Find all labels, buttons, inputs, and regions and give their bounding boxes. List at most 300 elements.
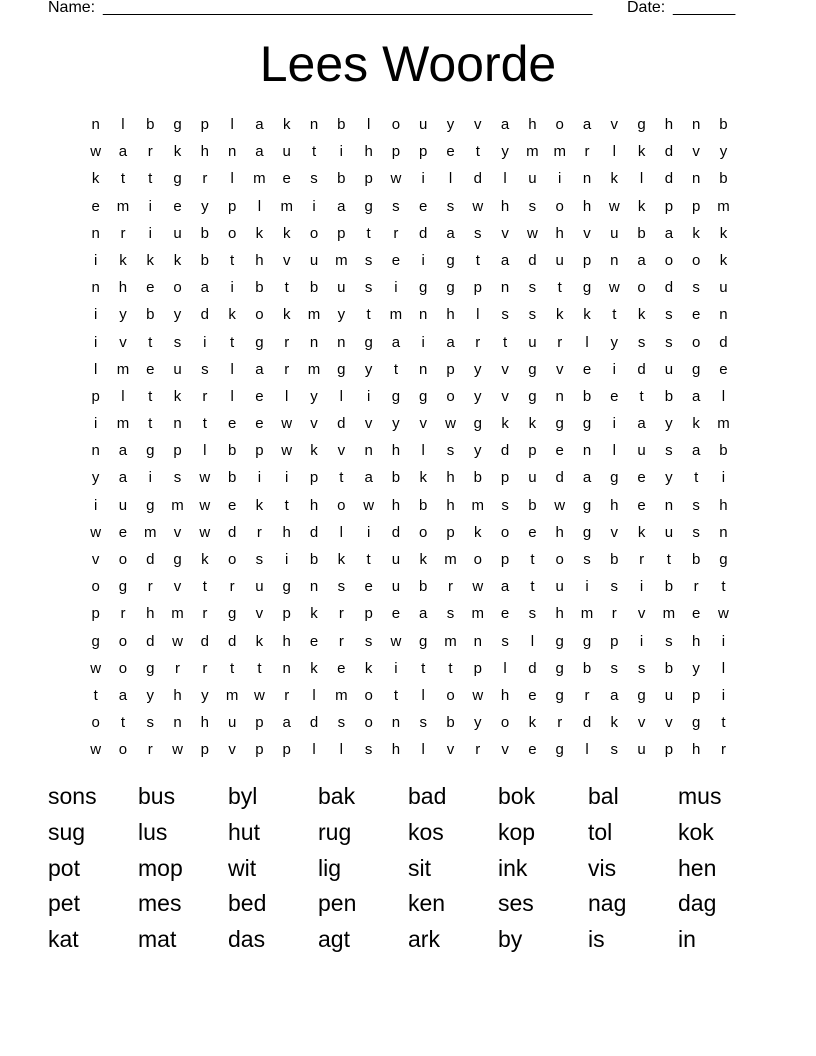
grid-letter: u: [391, 551, 401, 568]
grid-letter: s: [637, 659, 646, 677]
word-list-item: bal: [588, 783, 619, 809]
grid-letter: i: [421, 170, 425, 188]
grid-letter: k: [310, 442, 318, 460]
grid-letter: t: [721, 714, 726, 732]
grid-letter: s: [665, 442, 673, 460]
grid-letter: h: [692, 741, 701, 759]
grid-letter: w: [281, 415, 293, 433]
grid-letter: l: [230, 170, 234, 188]
word-list-item: hen: [678, 854, 717, 881]
page-title: Lees Woorde: [259, 36, 557, 92]
grid-letter: u: [637, 741, 646, 759]
grid-letter: w: [199, 496, 211, 514]
grid-letter: h: [500, 197, 510, 215]
grid-letter: o: [118, 551, 128, 568]
grid-letter: p: [255, 714, 264, 732]
grid-letter: i: [257, 469, 262, 487]
grid-letter: a: [118, 469, 128, 487]
grid-letter: i: [394, 279, 398, 297]
grid-letter: e: [555, 442, 564, 460]
grid-letter: e: [227, 415, 237, 433]
grid-letter: s: [255, 551, 264, 568]
grid-letter: t: [721, 578, 726, 596]
grid-letter: n: [337, 333, 346, 351]
word-list-item: hut: [228, 818, 260, 845]
grid-letter: e: [391, 605, 401, 623]
word-list-item: dag: [678, 890, 717, 917]
word-list-item: rug: [318, 818, 352, 845]
grid-letter: u: [255, 578, 264, 596]
grid-letter: s: [146, 714, 154, 732]
grid-letter: s: [173, 333, 182, 351]
grid-letter: t: [612, 306, 617, 324]
grid-letter: l: [421, 741, 425, 759]
grid-letter: m: [444, 551, 457, 568]
grid-letter: n: [719, 523, 728, 541]
grid-letter: p: [200, 741, 209, 759]
grid-letter: v: [501, 360, 509, 378]
grid-letter: s: [610, 741, 619, 759]
grid-letter: k: [201, 551, 209, 568]
grid-letter: t: [148, 415, 153, 433]
grid-letter: p: [91, 387, 100, 405]
grid-letter: r: [284, 686, 290, 704]
grid-letter: v: [91, 551, 100, 568]
grid-letter: p: [364, 605, 373, 623]
word-list-item: sug: [48, 818, 86, 845]
grid-letter: p: [255, 442, 264, 460]
word-list-item: bok: [498, 783, 536, 809]
grid-letter: d: [227, 523, 237, 541]
grid-letter: y: [91, 469, 100, 487]
grid-letter: t: [666, 551, 671, 568]
grid-letter: o: [337, 496, 346, 514]
grid-letter: s: [528, 605, 537, 623]
grid-letter: k: [119, 251, 127, 269]
grid-letter: m: [171, 496, 184, 514]
grid-letter: i: [148, 224, 152, 242]
grid-letter: k: [419, 469, 427, 487]
grid-letter: v: [583, 224, 591, 242]
grid-letter: o: [227, 551, 237, 568]
grid-letter: o: [118, 632, 128, 650]
grid-letter: g: [255, 333, 264, 351]
grid-letter: k: [637, 523, 646, 541]
grid-letter: d: [391, 523, 401, 541]
grid-letter: k: [255, 632, 264, 650]
grid-letter: d: [637, 360, 646, 378]
grid-letter: s: [665, 306, 673, 324]
grid-letter: k: [173, 143, 182, 161]
grid-letter: e: [528, 523, 537, 541]
grid-letter: u: [528, 469, 537, 487]
grid-letter: n: [719, 306, 728, 324]
grid-letter: u: [664, 686, 674, 704]
grid-letter: y: [337, 306, 346, 324]
grid-letter: k: [419, 551, 427, 568]
grid-letter: n: [91, 279, 100, 297]
grid-letter: u: [337, 279, 346, 297]
grid-letter: k: [474, 523, 482, 541]
grid-letter: r: [720, 741, 726, 759]
grid-letter: a: [118, 686, 128, 704]
grid-letter: p: [391, 143, 401, 161]
grid-letter: d: [146, 551, 155, 568]
grid-letter: m: [116, 360, 130, 378]
grid-letter: i: [285, 551, 289, 568]
word-list-item: kat: [48, 926, 79, 953]
grid-letter: o: [664, 251, 674, 269]
grid-letter: g: [555, 659, 564, 677]
grid-letter: g: [582, 632, 592, 650]
word-list-item: sit: [408, 854, 431, 881]
grid-letter: k: [528, 415, 537, 433]
grid-letter: n: [664, 496, 674, 514]
grid-letter: y: [364, 360, 373, 378]
grid-letter: n: [309, 116, 319, 133]
grid-letter: t: [366, 551, 371, 568]
grid-letter: y: [665, 415, 673, 433]
grid-letter: a: [637, 415, 646, 433]
word-list-item: is: [588, 926, 605, 953]
word-list-item: mop: [138, 854, 183, 881]
grid-letter: o: [118, 659, 128, 677]
grid-letter: s: [665, 632, 673, 650]
grid-letter: t: [393, 686, 398, 704]
grid-letter: w: [472, 578, 484, 596]
word-list-item: ses: [498, 890, 534, 917]
grid-letter: s: [310, 170, 318, 188]
grid-letter: g: [364, 333, 373, 351]
grid-letter: e: [227, 496, 237, 514]
grid-letter: p: [500, 551, 510, 568]
grid-letter: d: [227, 632, 237, 650]
grid-letter: g: [419, 632, 428, 650]
grid-letter: t: [421, 659, 426, 677]
grid-letter: h: [446, 306, 455, 324]
grid-letter: i: [203, 333, 207, 351]
grid-letter: g: [692, 360, 701, 378]
grid-letter: p: [692, 197, 701, 215]
grid-letter: s: [446, 197, 455, 215]
grid-letter: e: [118, 523, 128, 541]
grid-letter: r: [202, 170, 208, 188]
grid-letter: l: [312, 741, 316, 759]
grid-letter: p: [282, 741, 291, 759]
grid-letter: g: [555, 415, 564, 433]
header-line: [0, 0, 816, 20]
grid-letter: t: [694, 469, 699, 487]
grid-letter: l: [230, 360, 234, 378]
grid-letter: y: [446, 116, 455, 133]
grid-letter: v: [255, 605, 264, 623]
grid-letter: t: [120, 170, 126, 188]
grid-letter: p: [446, 360, 455, 378]
word-list-item: bed: [228, 890, 267, 917]
grid-letter: n: [473, 632, 482, 650]
grid-letter: w: [199, 523, 211, 541]
grid-letter: b: [719, 442, 728, 460]
grid-letter: b: [419, 578, 428, 596]
word-list-item: nag: [588, 890, 627, 917]
grid-letter: b: [692, 551, 701, 568]
grid-letter: y: [310, 387, 318, 405]
grid-letter: m: [526, 143, 539, 161]
grid-letter: h: [146, 605, 155, 623]
grid-letter: n: [282, 659, 291, 677]
grid-letter: o: [309, 224, 319, 242]
grid-letter: l: [530, 632, 535, 650]
grid-letter: k: [583, 306, 591, 324]
grid-letter: g: [473, 415, 482, 433]
grid-letter: s: [364, 279, 373, 297]
grid-letter: i: [339, 143, 343, 161]
grid-letter: i: [721, 469, 726, 487]
grid-letter: t: [339, 469, 344, 487]
grid-letter: y: [146, 686, 154, 704]
grid-letter: k: [337, 551, 346, 568]
grid-letter: b: [146, 116, 155, 133]
grid-letter: v: [310, 415, 318, 433]
grid-letter: k: [310, 605, 318, 623]
grid-letter: u: [227, 714, 237, 732]
grid-letter: t: [202, 415, 207, 433]
grid-letter: m: [389, 306, 403, 324]
grid-letter: i: [639, 578, 644, 596]
grid-letter: b: [582, 659, 592, 677]
grid-letter: k: [228, 306, 236, 324]
grid-letter: l: [721, 387, 726, 405]
grid-letter: r: [229, 578, 235, 596]
grid-letter: h: [255, 251, 264, 269]
grid-letter: k: [692, 415, 700, 433]
grid-letter: y: [474, 387, 482, 405]
grid-letter: h: [610, 496, 619, 514]
grid-letter: s: [501, 496, 509, 514]
grid-letter: r: [175, 659, 181, 677]
grid-letter: g: [610, 469, 619, 487]
grid-letter: k: [719, 224, 728, 242]
grid-letter: m: [717, 415, 730, 433]
word-list-item: bus: [138, 783, 176, 809]
grid-letter: m: [143, 523, 157, 541]
grid-letter: t: [230, 333, 235, 351]
grid-letter: o: [391, 116, 401, 133]
grid-letter: t: [366, 306, 371, 324]
grid-letter: m: [335, 686, 348, 704]
word-list-item: wit: [228, 854, 257, 881]
grid-letter: o: [364, 686, 373, 704]
grid-letter: k: [91, 170, 100, 188]
grid-letter: g: [391, 387, 401, 405]
grid-letter: k: [501, 415, 509, 433]
grid-letter: y: [201, 197, 209, 215]
grid-letter: m: [471, 605, 485, 623]
grid-letter: e: [500, 605, 510, 623]
grid-letter: u: [528, 333, 537, 351]
grid-letter: n: [692, 170, 701, 188]
grid-letter: n: [419, 306, 428, 324]
grid-letter: e: [173, 197, 182, 215]
grid-letter: d: [664, 279, 674, 297]
grid-letter: g: [528, 360, 537, 378]
grid-letter: n: [500, 279, 510, 297]
grid-letter: b: [146, 306, 155, 324]
grid-letter: o: [473, 551, 482, 568]
grid-letter: s: [528, 279, 537, 297]
grid-letter: p: [692, 686, 701, 704]
grid-letter: o: [118, 741, 128, 759]
grid-letter: a: [364, 469, 373, 487]
grid-letter: n: [173, 415, 182, 433]
grid-letter: r: [584, 686, 590, 704]
grid-letter: r: [202, 387, 208, 405]
grid-letter: g: [419, 387, 428, 405]
grid-letter: v: [665, 714, 673, 732]
grid-letter: y: [173, 306, 182, 324]
grid-letter: t: [448, 659, 453, 677]
grid-letter: g: [146, 659, 155, 677]
grid-letter: l: [285, 387, 289, 405]
grid-letter: e: [146, 279, 155, 297]
grid-letter: t: [475, 143, 480, 161]
grid-letter: s: [446, 442, 455, 460]
grid-letter: g: [91, 632, 100, 650]
grid-letter: r: [120, 605, 126, 623]
grid-letter: a: [500, 251, 510, 269]
grid-letter: a: [419, 605, 428, 623]
grid-letter: k: [282, 224, 291, 242]
grid-letter: m: [471, 496, 485, 514]
grid-letter: y: [474, 442, 482, 460]
grid-letter: b: [200, 224, 209, 242]
grid-letter: y: [719, 143, 728, 161]
word-list-item: kok: [678, 818, 714, 845]
word-list-item: agt: [318, 926, 350, 953]
grid-letter: v: [501, 387, 509, 405]
grid-letter: u: [528, 170, 537, 188]
grid-letter: i: [612, 415, 616, 433]
word-list: [48, 781, 768, 960]
date-blank-line: _______: [673, 0, 736, 16]
grid-letter: r: [147, 143, 153, 161]
grid-letter: v: [419, 415, 427, 433]
grid-letter: e: [692, 306, 701, 324]
grid-letter: s: [583, 551, 591, 568]
grid-letter: e: [582, 360, 592, 378]
grid-letter: i: [585, 578, 589, 596]
grid-letter: o: [419, 523, 428, 541]
grid-letter: p: [337, 224, 346, 242]
grid-letter: p: [173, 442, 182, 460]
grid-letter: m: [225, 686, 239, 704]
grid-letter: h: [391, 741, 401, 759]
grid-letter: k: [255, 496, 264, 514]
grid-letter: a: [692, 442, 701, 460]
grid-letter: b: [664, 387, 674, 405]
grid-letter: v: [610, 116, 619, 133]
word-list-item: sons: [48, 783, 97, 809]
grid-letter: t: [557, 279, 562, 297]
grid-letter: k: [310, 659, 318, 677]
grid-letter: k: [173, 251, 182, 269]
grid-letter: o: [637, 279, 646, 297]
grid-letter: i: [421, 251, 425, 269]
grid-letter: n: [173, 714, 182, 732]
grid-letter: h: [282, 523, 291, 541]
grid-letter: k: [610, 714, 619, 732]
grid-letter: b: [227, 442, 237, 460]
grid-letter: u: [664, 360, 674, 378]
grid-letter: g: [582, 279, 592, 297]
grid-letter: n: [582, 170, 592, 188]
grid-letter: m: [335, 251, 348, 269]
grid-letter: t: [366, 224, 371, 242]
grid-letter: r: [448, 578, 453, 596]
grid-letter: t: [530, 551, 535, 568]
grid-letter: s: [610, 659, 619, 677]
grid-letter: e: [91, 197, 100, 215]
grid-letter: w: [472, 686, 484, 704]
grid-letter: r: [256, 523, 262, 541]
grid-letter: r: [147, 578, 153, 596]
grid-letter: r: [120, 224, 126, 242]
grid-letter: l: [448, 170, 453, 188]
grid-letter: n: [309, 333, 319, 351]
grid-letter: b: [391, 469, 401, 487]
grid-letter: u: [610, 224, 619, 242]
grid-letter: l: [203, 442, 207, 460]
grid-letter: p: [473, 279, 482, 297]
grid-letter: b: [582, 387, 592, 405]
grid-letter: v: [555, 360, 564, 378]
grid-letter: a: [500, 578, 510, 596]
grid-letter: b: [200, 251, 209, 269]
grid-letter: g: [582, 523, 592, 541]
grid-letter: g: [419, 279, 428, 297]
grid-letter: a: [255, 143, 264, 161]
grid-letter: h: [555, 605, 564, 623]
grid-letter: b: [473, 469, 482, 487]
grid-letter: e: [692, 605, 701, 623]
grid-letter: k: [255, 224, 264, 242]
grid-letter: a: [692, 387, 701, 405]
grid-letter: b: [419, 496, 428, 514]
grid-letter: e: [610, 387, 619, 405]
grid-letter: v: [610, 523, 619, 541]
grid-letter: n: [391, 714, 401, 732]
word-list-item: tol: [588, 818, 613, 845]
grid-letter: b: [528, 496, 537, 514]
grid-letter: h: [582, 197, 592, 215]
grid-letter: l: [585, 333, 589, 351]
grid-letter: k: [692, 224, 700, 242]
grid-letter: b: [309, 279, 319, 297]
grid-letter: w: [281, 442, 293, 460]
grid-letter: o: [500, 714, 510, 732]
grid-letter: k: [637, 143, 646, 161]
grid-letter: o: [692, 251, 701, 269]
grid-letter: t: [230, 251, 235, 269]
grid-letter: d: [200, 306, 209, 324]
grid-letter: h: [309, 496, 319, 514]
grid-letter: d: [664, 170, 674, 188]
grid-letter: r: [557, 714, 563, 732]
grid-letter: g: [446, 279, 455, 297]
grid-letter: i: [612, 360, 616, 378]
grid-letter: i: [366, 387, 371, 405]
grid-letter: i: [148, 197, 152, 215]
